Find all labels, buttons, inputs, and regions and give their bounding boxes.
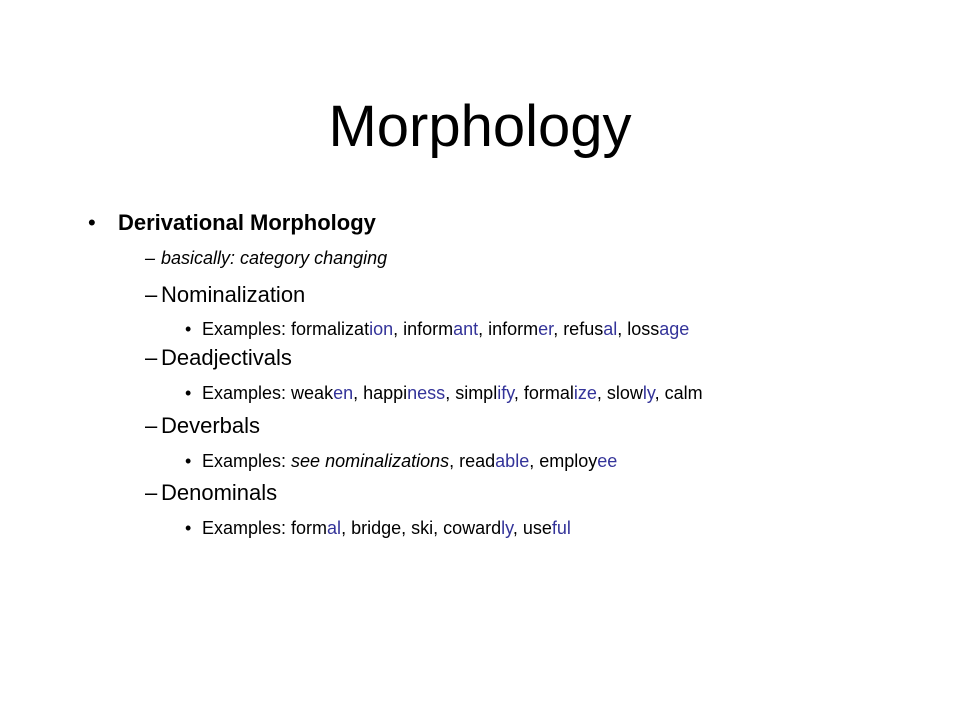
subtitle-line [145,248,387,269]
dash-marker: – [145,282,158,307]
bullet-marker: • [88,210,96,235]
suffix-highlight: ee [597,451,618,471]
suffix-highlight: ize [573,383,597,403]
examples-words [291,383,703,403]
subtitle-text: basically: category changing [161,248,388,268]
example-text: , loss [617,319,660,339]
example-text: formalizat [291,319,370,339]
dash-marker: – [145,345,158,370]
section-label: Deverbals [161,413,261,438]
bullet-marker: • [185,319,192,339]
examples-denominals [185,518,571,539]
section-label: Nominalization [161,282,306,307]
examples-words [291,451,617,471]
section-heading-deverbals [145,413,260,439]
main-bullet [88,210,376,236]
examples-deadjectivals [185,383,703,404]
suffix-highlight: en [333,383,354,403]
example-text: , employ [529,451,598,471]
examples-words [291,518,571,538]
example-text: , refus [553,319,604,339]
examples-prefix: Examples: [202,451,292,471]
example-text: , simpl [445,383,498,403]
example-text: , use [512,518,552,538]
example-text: , happi [353,383,408,403]
dash-marker: – [145,480,158,505]
examples-prefix: Examples: [202,518,292,538]
dash-marker: – [145,248,156,268]
example-text: , formal [513,383,574,403]
suffix-highlight: ify [497,383,514,403]
suffix-highlight: er [538,319,554,339]
example-text: , inform [393,319,454,339]
examples-prefix: Examples: [202,383,292,403]
example-text: weak [291,383,334,403]
suffix-highlight: al [603,319,618,339]
section-heading-denominals [145,480,277,506]
example-text: , calm [654,383,703,403]
suffix-highlight: ness [407,383,446,403]
example-text: , inform [478,319,539,339]
italic-note: see nominalizations [291,451,450,471]
suffix-highlight: al [327,518,342,538]
suffix-highlight: ful [551,518,571,538]
main-heading: Derivational Morphology [118,210,376,235]
examples-words [291,319,689,339]
dash-marker: – [145,413,158,438]
section-heading-deadjectivals [145,345,292,371]
examples-nominalization [185,319,689,340]
example-text: , read [449,451,496,471]
example-text: , slow [596,383,643,403]
example-text: form [291,518,328,538]
example-text: , bridge, ski, coward [341,518,502,538]
slide-title: Morphology [328,94,632,159]
suffix-highlight: age [659,319,690,339]
bullet-marker: • [185,383,192,403]
suffix-highlight: ant [453,319,479,339]
bullet-marker: • [185,451,192,471]
suffix-highlight: able [495,451,530,471]
suffix-highlight: ly [642,383,655,403]
section-label: Denominals [161,480,278,505]
suffix-highlight: ly [501,518,513,538]
section-label: Deadjectivals [161,345,292,370]
section-heading-nominalization [145,282,305,308]
suffix-highlight: ion [369,319,394,339]
bullet-marker: • [185,518,192,538]
examples-prefix: Examples: [202,319,292,339]
examples-deverbals [185,451,617,472]
